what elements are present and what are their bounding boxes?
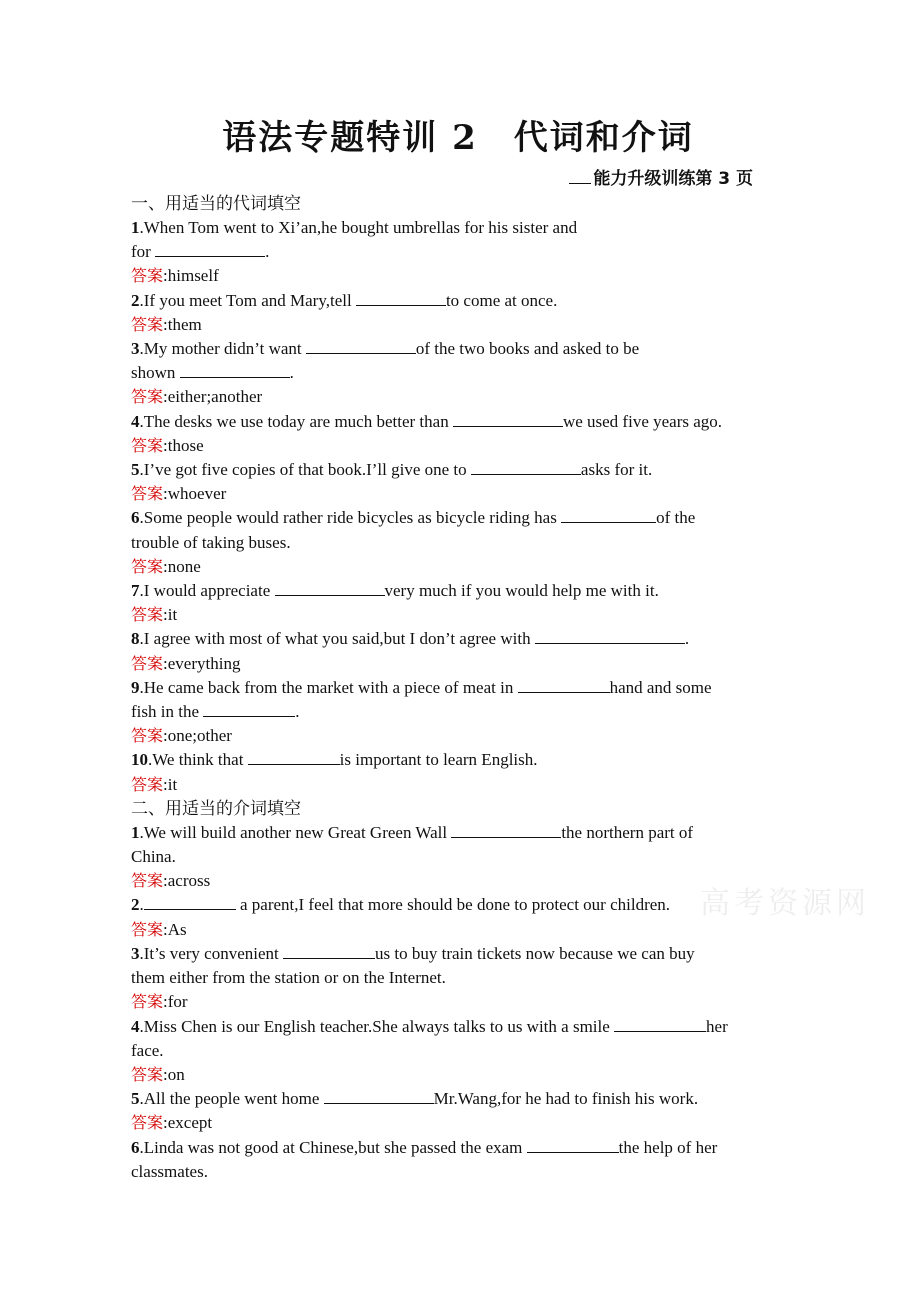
fill-blank [453, 412, 563, 427]
subtitle-blank [569, 169, 591, 184]
fill-blank [614, 1017, 706, 1032]
fill-blank [180, 363, 290, 378]
question: 5.All the people went home Mr.Wang,for he had to finish his work. [131, 1089, 699, 1109]
question: 6.Linda was not good at Chinese,but she passed the exam the help of her classmates. [131, 1137, 718, 1181]
question: 3.It’s very convenient us to buy train tickets now because we can buy them either from the station or on the Internet. [131, 943, 695, 988]
fill-blank [518, 678, 610, 693]
answer: 答案:As [131, 919, 187, 939]
page-subtitle [131, 166, 753, 192]
question: 8.I agree with most of what you said,but I don’t agree with . [131, 629, 690, 649]
answer: 答案:either;another [131, 387, 263, 407]
question: 5.I’ve got five copies of that book.I’ll give one to asks for it. [131, 460, 653, 480]
answer: 答案:himself [131, 266, 219, 286]
question: 10.We think that is important to learn English. [131, 750, 538, 770]
answer: 答案:everything [131, 653, 241, 673]
answer: 答案:them [131, 314, 202, 334]
answer: 答案:whoever [131, 484, 227, 504]
fill-blank [535, 629, 685, 644]
fill-blank [248, 750, 340, 765]
fill-blank [283, 944, 375, 959]
watermark: 高考资源网 [700, 886, 870, 921]
question: 4.The desks we use today are much better than we used five years ago. [131, 411, 723, 431]
answer: 答案:across [131, 871, 211, 891]
answer: 答案:it [131, 774, 178, 794]
fill-blank [324, 1089, 434, 1104]
section-heading: 一、用适当的代词填空 [131, 194, 301, 214]
answer: 答案:those [131, 435, 204, 455]
answer: 答案:it [131, 605, 178, 625]
fill-blank [471, 460, 581, 475]
answer: 答案:none [131, 556, 201, 576]
answer: 答案:except [131, 1113, 213, 1133]
question: 6.Some people would rather ride bicycles as bicycle riding has of the trouble of taking buses. [131, 508, 696, 552]
fill-blank [527, 1138, 619, 1153]
answer: 答案:on [131, 1064, 185, 1084]
fill-blank [451, 823, 561, 838]
question: 2. a parent,I feel that more should be done to protect our children. [131, 895, 671, 915]
subtitle-text: 能力升级训练第 3 页 [593, 169, 753, 189]
question: 2.If you meet Tom and Mary,tell to come at once. [131, 290, 558, 310]
question: 3.My mother didn’t want of the two books and asked to be shown . [131, 339, 640, 383]
question: 4.Miss Chen is our English teacher.She always talks to us with a smile her face. [131, 1016, 728, 1060]
worksheet [131, 110, 791, 1184]
question: 9.He came back from the market with a piece of meat in hand and some fish in the . [131, 677, 712, 722]
page-title: 语法专题特训 2 代词和介词 [222, 118, 694, 158]
fill-blank [356, 291, 446, 306]
question: 1.We will build another new Great Green Wall the northern part of China. [131, 822, 694, 867]
answer: 答案:for [131, 992, 188, 1012]
fill-blank [306, 339, 416, 354]
fill-blank [561, 508, 656, 523]
question: 7.I would appreciate very much if you would help me with it. [131, 581, 659, 601]
question: 1.When Tom went to Xi’an,he bought umbrellas for his sister and for . [131, 218, 578, 262]
fill-blank [275, 581, 385, 596]
fill-blank [144, 895, 236, 910]
section-heading: 二、用适当的介词填空 [131, 798, 301, 819]
fill-blank [203, 702, 295, 717]
fill-blank [155, 242, 265, 257]
answer: 答案:one;other [131, 726, 232, 746]
